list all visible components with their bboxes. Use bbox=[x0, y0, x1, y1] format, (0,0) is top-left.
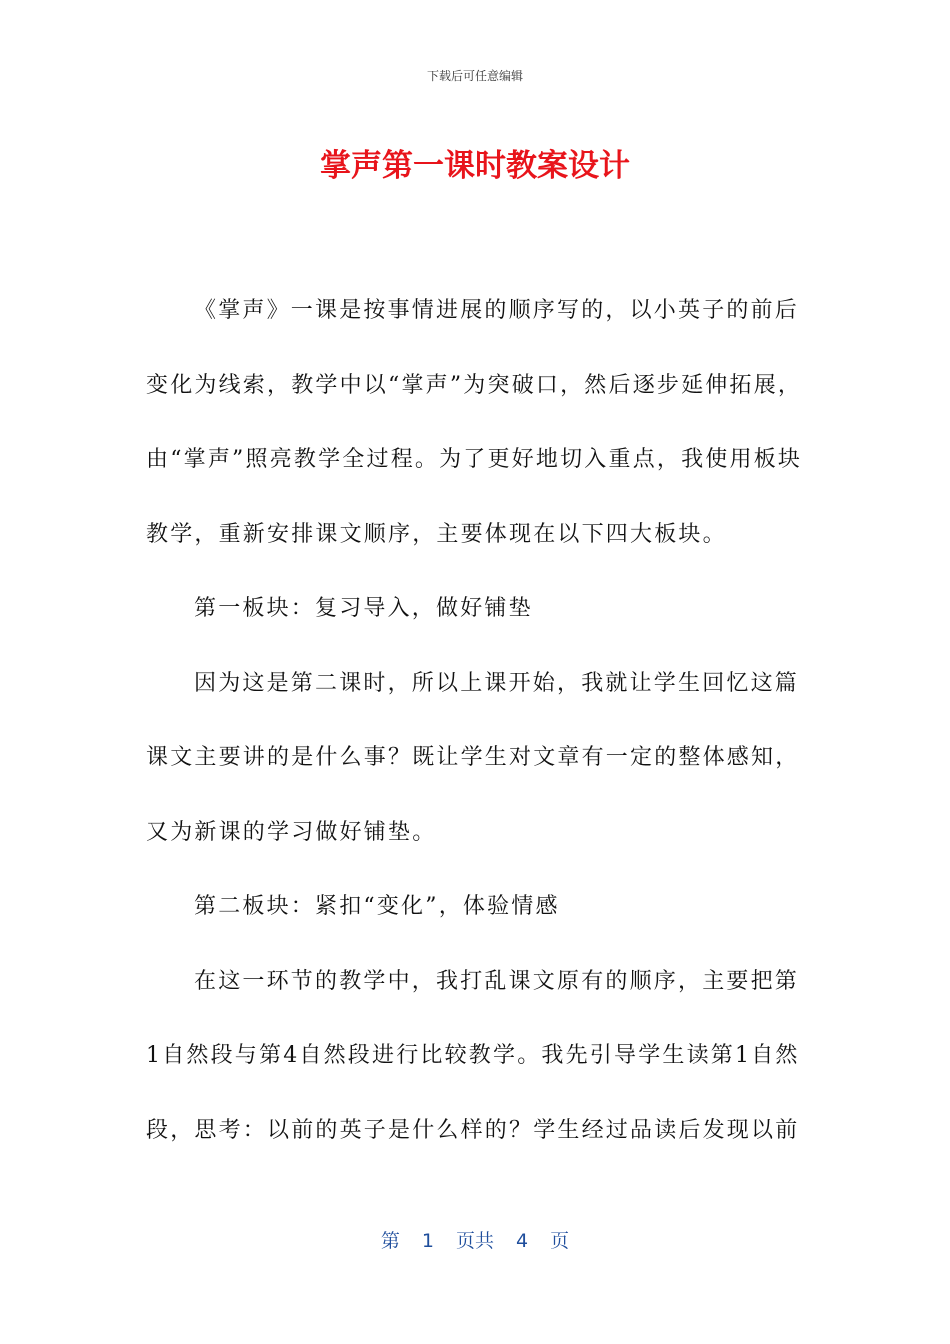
section-heading-2: 第二板块：紧扣“变化”，体验情感 bbox=[194, 894, 560, 919]
footer-page-suffix: 页 bbox=[550, 1230, 570, 1252]
footer-page-prefix: 第 bbox=[380, 1230, 400, 1252]
section-heading-1: 第一板块：复习导入，做好铺垫 bbox=[194, 596, 533, 621]
footer-page-total: 4 bbox=[516, 1230, 529, 1252]
footer-page-number: 1 bbox=[421, 1230, 434, 1252]
header-note: 下载后可任意编辑 bbox=[426, 69, 523, 83]
paragraph-section-1: 因为这是第二课时，所以上课开始，我就让学生回忆这篇课文主要讲的是什么事？既让学生对文章有一定的整体感知，又为新课的学习做好铺垫。 bbox=[146, 670, 800, 845]
paragraph-intro: 《掌声》一课是按事情进展的顺序写的，以小英子的前后变化为线索，教学中以“掌声”为突破口，然后逐步延伸拓展，由“掌声”照亮教学全过程。为了更好地切入重点，我使用板块教学，重新安排课文顺序，主要体现在以下四大板块。 bbox=[146, 298, 803, 547]
page-footer bbox=[0, 1226, 950, 1253]
document-body bbox=[146, 274, 806, 1168]
paragraph-section-2: 在这一环节的教学中，我打乱课文原有的顺序，主要把第1自然段与第4自然段进行比较教学。我先引导学生读第1自然段，思考：以前的英子是什么样的？学生经过品读后发现以前 bbox=[146, 968, 800, 1143]
document-title: 掌声第一课时教案设计 bbox=[320, 148, 630, 184]
footer-page-middle: 页共 bbox=[455, 1230, 494, 1252]
